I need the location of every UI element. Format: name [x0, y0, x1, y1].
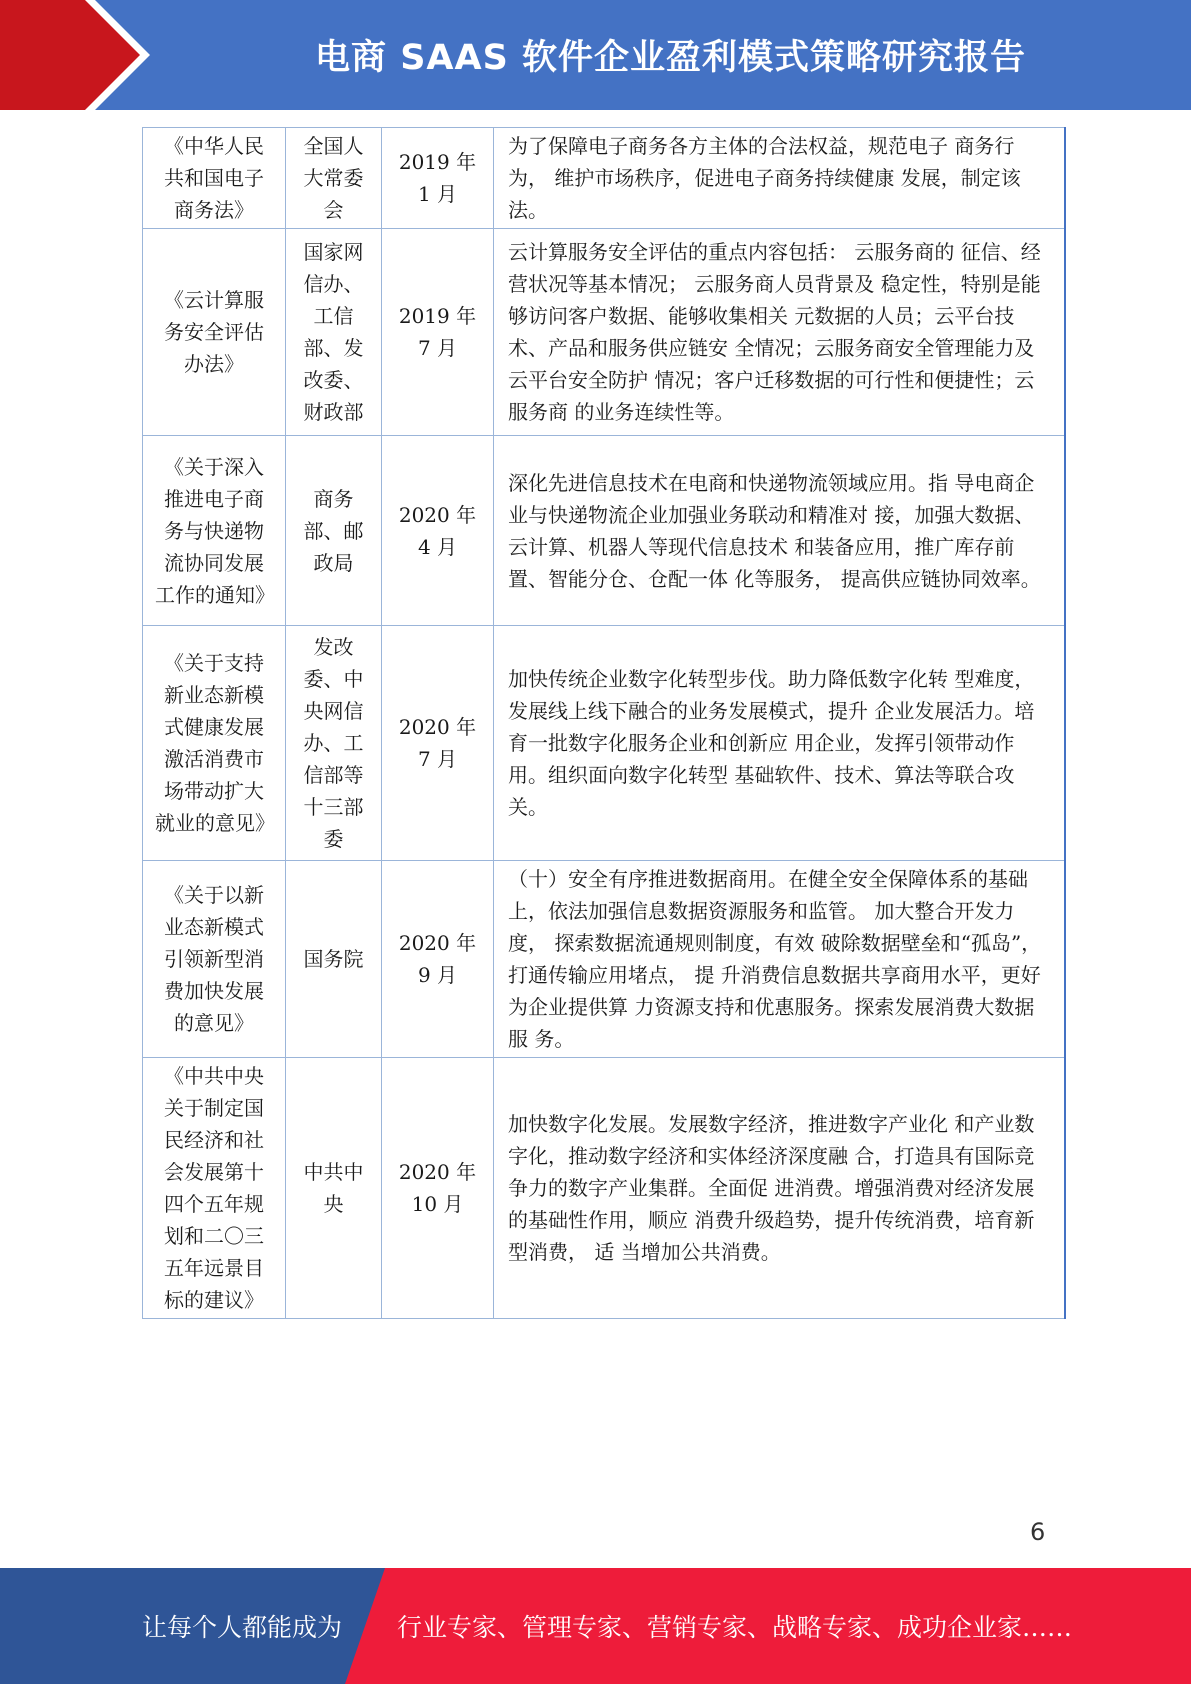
policy-name-cell: 《云计算服务安全评估办法》	[143, 229, 286, 436]
issue-date-cell: 2020 年 9 月	[382, 861, 494, 1058]
policy-description-cell: 云计算服务安全评估的重点内容包括： 云服务商的 征信、经营状况等基本情况； 云服务商人员背景及 稳定性，特别是能够访问客户数据、能够收集相关 元数据的人员；云平台技术、产品和服务供应链安 全情况；云服务商安全管理能力及云平台安全防护 情况；客户迁移数据的可行性和便捷性；云服务商 的业务连续性等。	[494, 229, 1065, 436]
issuing-org-cell: 商务部、邮政局	[286, 436, 382, 626]
table-row	[143, 1058, 1065, 1319]
issue-date-cell: 2019 年 1 月	[382, 128, 494, 229]
page-number: 6	[1030, 1518, 1046, 1546]
issuing-org-cell: 国家网信办、工信部、发改委、财政部	[286, 229, 382, 436]
policy-description-cell: 为了保障电子商务各方主体的合法权益，规范电子 商务行为， 维护市场秩序，促进电子商务持续健康 发展，制定该法。	[494, 128, 1065, 229]
report-header	[0, 0, 1191, 110]
footer-slogan-right: 行业专家、管理专家、营销专家、战略专家、成功企业家……	[397, 1613, 1073, 1642]
policy-name-cell: 《中共中央关于制定国民经济和社会发展第十四个五年规划和二〇三五年远景目标的建议》	[143, 1058, 286, 1319]
issuing-org-cell: 国务院	[286, 861, 382, 1058]
header-arrow-icon	[0, 0, 140, 110]
table-row	[143, 861, 1065, 1058]
table-row	[143, 229, 1065, 436]
policy-name-cell: 《关于支持新业态新模式健康发展激活消费市场带动扩大就业的意见》	[143, 626, 286, 861]
issue-date-cell: 2019 年 7 月	[382, 229, 494, 436]
issue-date-cell: 2020 年 4 月	[382, 436, 494, 626]
policy-table	[142, 127, 1066, 1319]
issue-date-cell: 2020 年 10 月	[382, 1058, 494, 1319]
issuing-org-cell: 中共中央	[286, 1058, 382, 1319]
report-title: 电商 SAAS 软件企业盈利模式策略研究报告	[315, 38, 1026, 78]
footer-banner	[0, 1568, 1191, 1684]
table-row	[143, 436, 1065, 626]
policy-name-cell: 《关于深入推进电子商务与快递物流协同发展工作的通知》	[143, 436, 286, 626]
table-row	[143, 128, 1065, 229]
table-row	[143, 626, 1065, 861]
policy-description-cell: （十）安全有序推进数据商用。在健全安全保障体系的基础上，依法加强信息数据资源服务和监管。 加大整合开发力度， 探索数据流通规则制度，有效 破除数据壁垒和“孤岛”，打通传输应用堵点， 提 升消费信息数据共享商用水平，更好为企业提供算 力资源支持和优惠服务。探索发展消费大数据服 务。	[494, 861, 1065, 1058]
issuing-org-cell: 全国人大常委会	[286, 128, 382, 229]
policy-name-cell: 《关于以新业态新模式引领新型消费加快发展的意见》	[143, 861, 286, 1058]
issuing-org-cell: 发改委、中央网信办、工信部等十三部委	[286, 626, 382, 861]
policy-description-cell: 加快传统企业数字化转型步伐。助力降低数字化转 型难度，发展线上线下融合的业务发展模式，提升 企业发展活力。培育一批数字化服务企业和创新应 用企业，发挥引领带动作用。组织面向数字化转型 基础软件、技术、算法等联合攻关。	[494, 626, 1065, 861]
issue-date-cell: 2020 年 7 月	[382, 626, 494, 861]
policy-name-cell: 《中华人民共和国电子商务法》	[143, 128, 286, 229]
footer-slogan-left: 让每个人都能成为	[142, 1613, 343, 1642]
policy-description-cell: 深化先进信息技术在电商和快递物流领域应用。指 导电商企业与快递物流企业加强业务联动和精准对 接，加强大数据、云计算、机器人等现代信息技术 和装备应用，推广库存前置、智能分仓、仓配一体 化等服务， 提高供应链协同效率。	[494, 436, 1065, 626]
policy-description-cell: 加快数字化发展。发展数字经济，推进数字产业化 和产业数字化，推动数字经济和实体经济深度融 合，打造具有国际竞争力的数字产业集群。全面促 进消费。增强消费对经济发展的基础性作用，顺应 消费升级趋势，提升传统消费，培育新型消费， 适 当增加公共消费。	[494, 1058, 1065, 1319]
